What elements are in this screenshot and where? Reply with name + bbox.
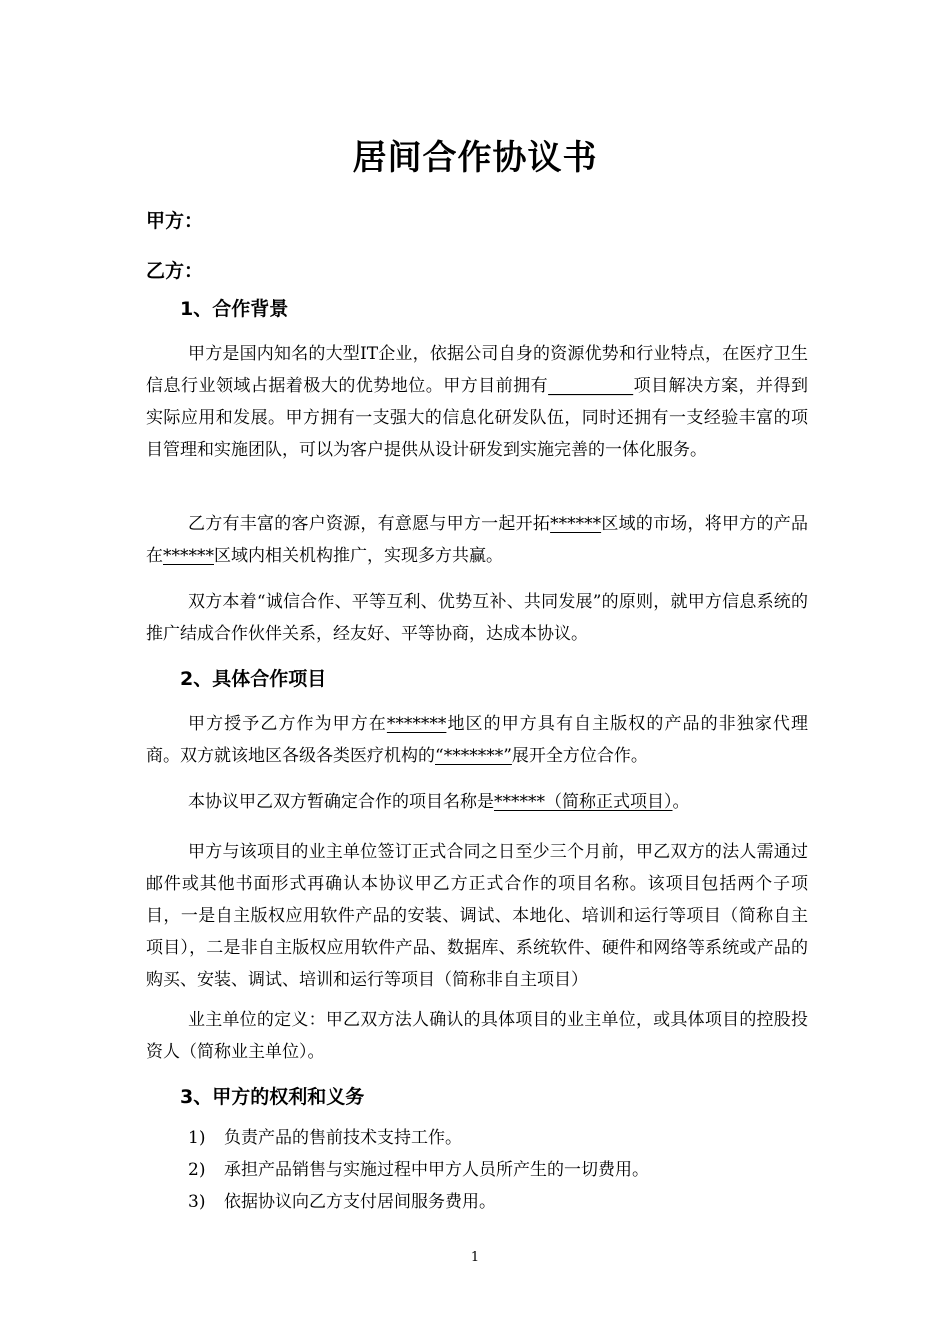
list-number: 1) [188,1128,206,1148]
section-2-paragraph-4: 业主单位的定义：甲乙双方法人确认的具体项目的业主单位，或具体项目的控股投资人（简称业主单位）。 [146,1010,808,1062]
list-text: 负责产品的售前技术支持工作。 [224,1128,462,1148]
blank-field: “*******” [435,746,512,766]
blank-field: __________ [548,376,634,396]
section-1-paragraph-1 [146,338,808,466]
list-number: 2) [188,1160,206,1180]
page-number: 1 [470,1250,480,1265]
text: 。 [672,792,690,812]
list-text: 承担产品销售与实施过程中甲方人员所产生的一切费用。 [224,1160,649,1180]
party-b-label: 乙方： [146,260,204,282]
blank-field: ****** [550,514,602,534]
section-1-paragraph-2 [146,508,808,572]
text: 项目解决方案，并得到实际应用和发展。甲方拥有一支强大的信息化研发队伍，同时还拥有一支经验丰富的项目管理和实施团队，可以为客户提供从设计研发到实施完善的一体化服务。 [146,376,809,460]
text: 展开全方位合作。 [511,746,648,766]
document-title: 居间合作协议书 [352,138,598,178]
list-item [188,1186,808,1218]
section-1-heading: 1、合作背景 [180,298,289,320]
list-item [188,1122,808,1154]
section-1-paragraph-3: 双方本着“诚信合作、平等互利、优势互补、共同发展”的原则，就甲方信息系统的推广结成合作伙伴关系，经友好、平等协商，达成本协议。 [146,592,808,644]
party-a-label: 甲方： [146,210,204,232]
list-item [188,1154,808,1186]
text: 地区的甲方具有自主版权的产品的非独家代理商。双方就该地区各级各类医疗机构的 [146,714,809,766]
section-2-heading: 2、具体合作项目 [180,668,327,690]
section-2-paragraph-1 [146,708,808,772]
section-3-heading: 3、甲方的权利和义务 [180,1086,365,1108]
blank-field: ******（简称正式项目） [494,792,673,812]
text: 甲方是国内知名的大型IT企业，依据公司自身的资源优势和行业特点，在医疗卫生信息行业领域占据着极大的优势地位。甲方目前拥有 [146,344,808,396]
section-2-paragraph-3: 甲方与该项目的业主单位签订正式合同之日至少三个月前，甲乙双方的法人需通过邮件或其他书面形式再确认本协议甲乙方正式合作的项目名称。该项目包括两个子项目，一是自主版权应用软件产品的安装、调试、本地化、培训和运行等项目（简称自主项目），二是非自主版权应用软件产品、数据库、系统软件、硬件和网络等系统或产品的购买、安装、调试、培训和运行等项目（简称非自主项目） [146,842,808,990]
text: 区域内相关机构推广，实现多方共赢。 [214,546,503,566]
blank-field: ****** [163,546,214,566]
section-3-list [188,1122,808,1218]
text: 区域的市场，将甲方的产品在 [146,514,809,566]
section-2-paragraph-2 [146,786,808,818]
list-number: 3) [188,1192,206,1212]
text: 乙方有丰富的客户资源，有意愿与甲方一起开拓 [188,514,551,534]
list-text: 依据协议向乙方支付居间服务费用。 [224,1192,496,1212]
text: 本协议甲乙双方暂确定合作的项目名称是 [188,792,494,812]
text: 甲方授予乙方作为甲方在 [188,714,387,734]
blank-field: ******* [386,714,447,734]
